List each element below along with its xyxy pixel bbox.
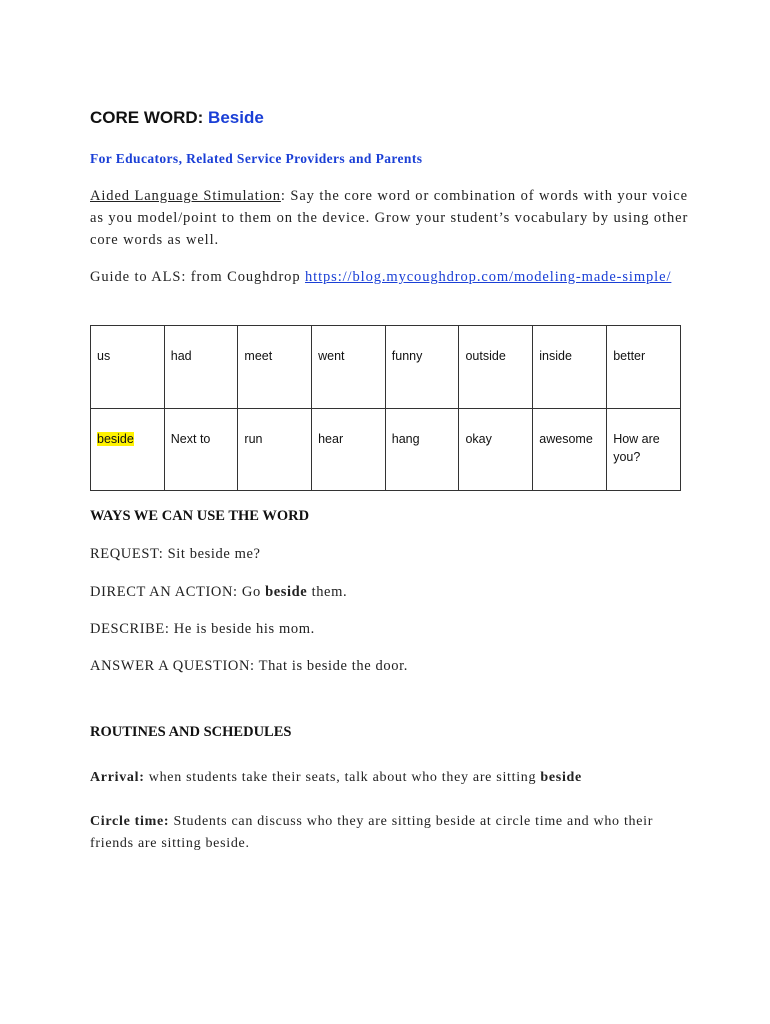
table-cell: us: [91, 326, 165, 409]
answer-line: ANSWER A QUESTION: That is beside the door.: [90, 658, 408, 674]
als-paragraph: [90, 185, 690, 251]
direct-bold-word: beside: [265, 584, 308, 600]
routines-heading: ROUTINES AND SCHEDULES: [90, 724, 292, 740]
als-text: : Say the core word or combination of words with your voice as you model/point to them on the device. Grow your student’s vocabulary by using other core words as well.: [90, 188, 689, 248]
core-word: Beside: [208, 108, 264, 127]
guide-link[interactable]: https://blog.mycoughdrop.com/modeling-made-simple/: [305, 269, 672, 285]
table-cell: better: [607, 326, 681, 409]
arrival-routine: [90, 767, 700, 789]
arrival-label: Arrival:: [90, 770, 145, 785]
table-cell: hang: [385, 409, 459, 491]
circle-text: Students can discuss who they are sitting beside at circle time and who their friends are sitting beside.: [90, 814, 654, 851]
direct-action-line: [90, 584, 347, 601]
table-cell: funny: [385, 326, 459, 409]
direct-suffix: them.: [307, 584, 348, 600]
table-cell: awesome: [533, 409, 607, 491]
table-row: [91, 409, 681, 491]
ways-heading: WAYS WE CAN USE THE WORD: [90, 508, 310, 524]
describe-line: DESCRIBE: He is beside his mom.: [90, 621, 315, 637]
guide-text: Guide to ALS: from Coughdrop: [90, 269, 305, 285]
table-cell: inside: [533, 326, 607, 409]
table-cell: went: [312, 326, 386, 409]
title-prefix: CORE WORD:: [90, 108, 209, 127]
als-label: Aided Language Stimulation: [90, 188, 281, 204]
arrival-text: when students take their seats, talk about who they are sitting: [144, 770, 541, 785]
circle-time-routine: [90, 811, 700, 855]
circle-label: Circle time:: [90, 814, 170, 829]
table-row: [91, 326, 681, 409]
request-line: REQUEST: Sit beside me?: [90, 546, 261, 562]
highlighted-word: beside: [97, 432, 134, 446]
table-cell: hear: [312, 409, 386, 491]
table-cell: outside: [459, 326, 533, 409]
audience-subtitle: For Educators, Related Service Providers and Parents: [90, 151, 423, 166]
guide-paragraph: [90, 266, 690, 288]
direct-prefix: DIRECT AN ACTION: Go: [90, 584, 266, 600]
table-cell: meet: [238, 326, 312, 409]
arrival-bold-word: beside: [540, 770, 582, 785]
table-cell: had: [164, 326, 238, 409]
table-cell: run: [238, 409, 312, 491]
table-cell-highlighted: [91, 409, 165, 491]
core-words-table: [90, 325, 681, 491]
table-cell: okay: [459, 409, 533, 491]
page-title: [90, 108, 264, 128]
table-cell: How are you?: [607, 409, 681, 491]
table-cell: Next to: [164, 409, 238, 491]
